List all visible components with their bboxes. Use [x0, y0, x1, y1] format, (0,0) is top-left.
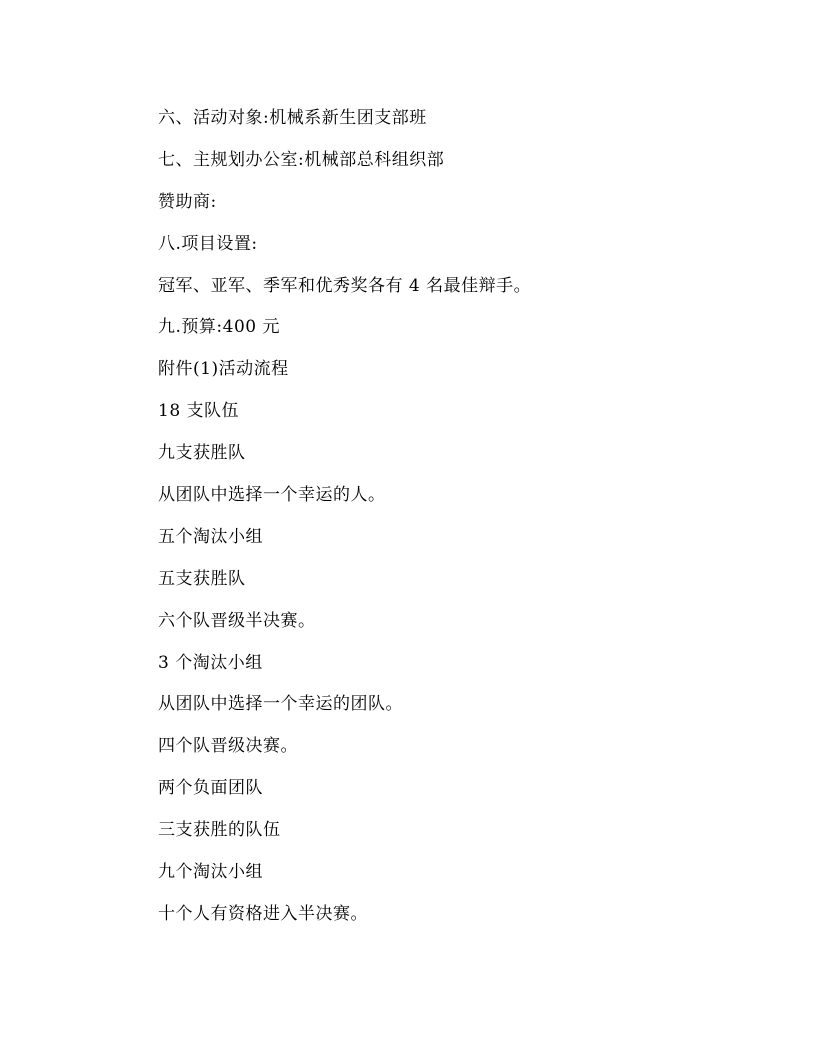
- awards-line: 冠军、亚军、季军和优秀奖各有 4 名最佳辩手。: [158, 275, 532, 296]
- process-line: 五个淘汰小组: [158, 526, 263, 547]
- activity-target-line: 六、活动对象:机械系新生团支部班: [158, 108, 427, 128]
- process-line: 四个队晋级决赛。: [158, 736, 298, 757]
- process-line: 三支获胜的队伍: [158, 820, 281, 841]
- sponsor-line: 赞助商:: [158, 191, 217, 212]
- appendix-heading: 附件(1)活动流程: [158, 359, 289, 380]
- process-line: 从团队中选择一个幸运的人。: [158, 485, 386, 506]
- process-line: 两个负面团队: [158, 778, 263, 799]
- process-line: 从团队中选择一个幸运的团队。: [158, 694, 403, 715]
- process-line: 九个淘汰小组: [158, 862, 263, 883]
- process-line: 十个人有资格进入半决赛。: [158, 903, 368, 924]
- process-line: 五支获胜队: [158, 568, 246, 589]
- process-line: 六个队晋级半决赛。: [158, 610, 316, 631]
- document-body: [158, 106, 531, 944]
- budget-line: 九.预算:400 元: [158, 317, 280, 338]
- process-line: 3 个淘汰小组: [158, 652, 263, 673]
- project-settings-heading: 八.项目设置:: [158, 233, 258, 254]
- process-line: 九支获胜队: [158, 443, 246, 464]
- process-line: 18 支队伍: [158, 401, 240, 422]
- planning-office-line: 七、主规划办公室:机械部总科组织部: [158, 149, 445, 170]
